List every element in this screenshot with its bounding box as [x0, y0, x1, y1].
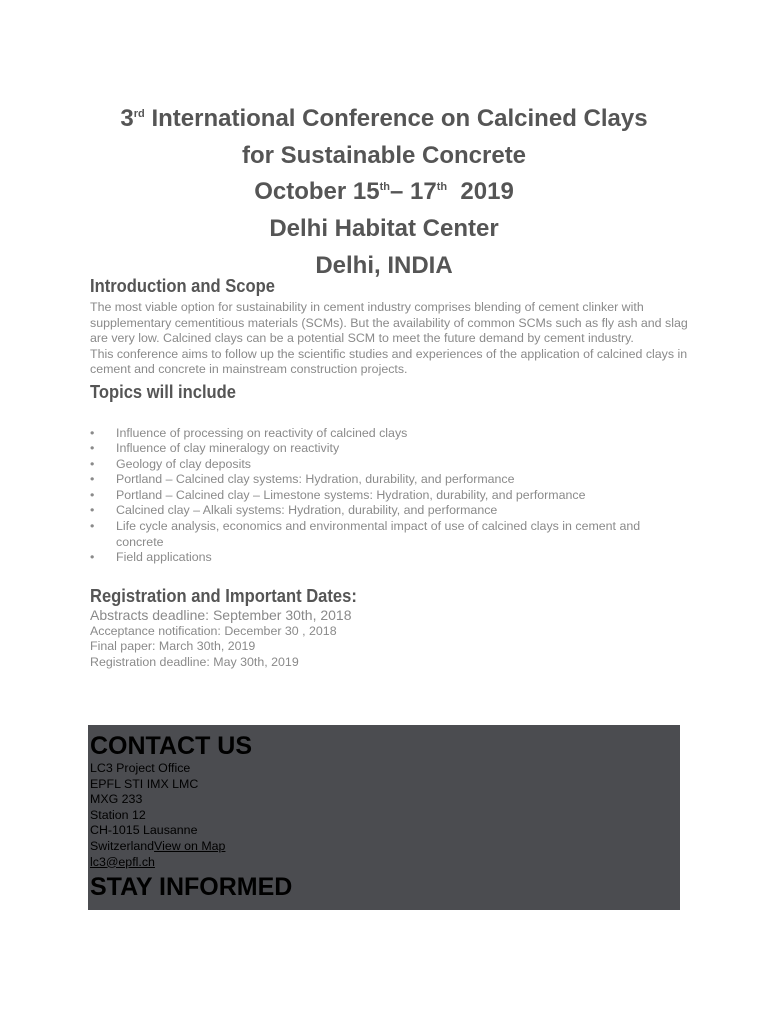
conference-title-line-1: [0, 100, 768, 137]
date-end-suffix: th: [436, 181, 448, 193]
contact-address: [88, 761, 680, 870]
conference-title-line-2: for Sustainable Concrete: [241, 142, 527, 169]
conference-city: Delhi, INDIA: [315, 252, 453, 279]
conference-title-block: [0, 100, 768, 284]
acceptance-notification: Acceptance notification: December 30 , 2018: [90, 623, 337, 638]
topic-item: • Calcined clay – Alkali systems: Hydration, durability, and performance: [90, 503, 690, 519]
date-end: – 17: [389, 178, 437, 205]
contact-country-line: [90, 839, 680, 855]
abstracts-deadline: Abstracts deadline: September 30th, 2018: [90, 606, 352, 623]
intro-heading: Introduction and Scope: [90, 276, 275, 296]
registration-deadline: Registration deadline: May 30th, 2019: [90, 654, 299, 669]
intro-paragraph-1: The most viable option for sustainability in cement industry comprises blending of cement clinker with supplementary cementitious materials (SCMs). But the availability of common SCMs such as fly ash and slag are very low. Calcined clays can be a potential SCM to meet the future demand by cement industry.: [90, 300, 688, 345]
topic-item: • Life cycle analysis, economics and environmental impact of use of calcined clays in cement and concrete: [90, 519, 690, 550]
contact-line: CH-1015 Lausanne: [90, 823, 198, 838]
contact-line: Station 12: [90, 807, 146, 822]
topic-item: • Influence of processing on reactivity of calcined clays: [90, 426, 690, 442]
topics-list: [90, 426, 690, 566]
date-start: October 15: [254, 178, 380, 205]
contact-box: [88, 725, 680, 910]
contact-line: LC3 Project Office: [90, 761, 191, 775]
topic-item: • Field applications: [90, 550, 690, 566]
date-start-suffix: th: [379, 181, 390, 193]
ordinal-number: 3: [120, 105, 134, 132]
view-on-map-link[interactable]: View on Map: [154, 838, 226, 853]
conference-title-text: International Conference on Calcined Clays: [144, 105, 648, 132]
topic-item: • Portland – Calcined clay systems: Hydration, durability, and performance: [90, 472, 690, 488]
topic-item: • Geology of clay deposits: [90, 457, 690, 473]
registration-heading: Registration and Important Dates:: [90, 585, 357, 606]
contact-line: EPFL STI IMX LMC: [90, 776, 199, 791]
conference-venue: Delhi Habitat Center: [269, 215, 499, 242]
email-link[interactable]: lc3@epfl.ch: [90, 854, 155, 869]
stay-informed-heading: STAY INFORMED: [90, 873, 293, 902]
contact-email-line: [90, 855, 680, 871]
contact-country: Switzerland: [90, 838, 155, 853]
main-content: [90, 276, 690, 670]
topic-item: • Portland – Calcined clay – Limestone systems: Hydration, durability, and performance: [90, 488, 690, 504]
final-paper-date: Final paper: March 30th, 2019: [90, 639, 256, 654]
topics-heading: Topics will include: [90, 381, 236, 402]
intro-paragraph-2: This conference aims to follow up the scientific studies and experiences of the application of calcined clays in cement and concrete in mainstream construction projects.: [90, 346, 688, 376]
topic-item: • Influence of clay mineralogy on reactivity: [90, 441, 690, 457]
contact-heading: CONTACT US: [90, 732, 253, 760]
contact-line: MXG 233: [90, 792, 143, 807]
date-year: 2019: [460, 178, 514, 205]
conference-dates: [0, 174, 768, 210]
ordinal-suffix: rd: [133, 108, 145, 120]
